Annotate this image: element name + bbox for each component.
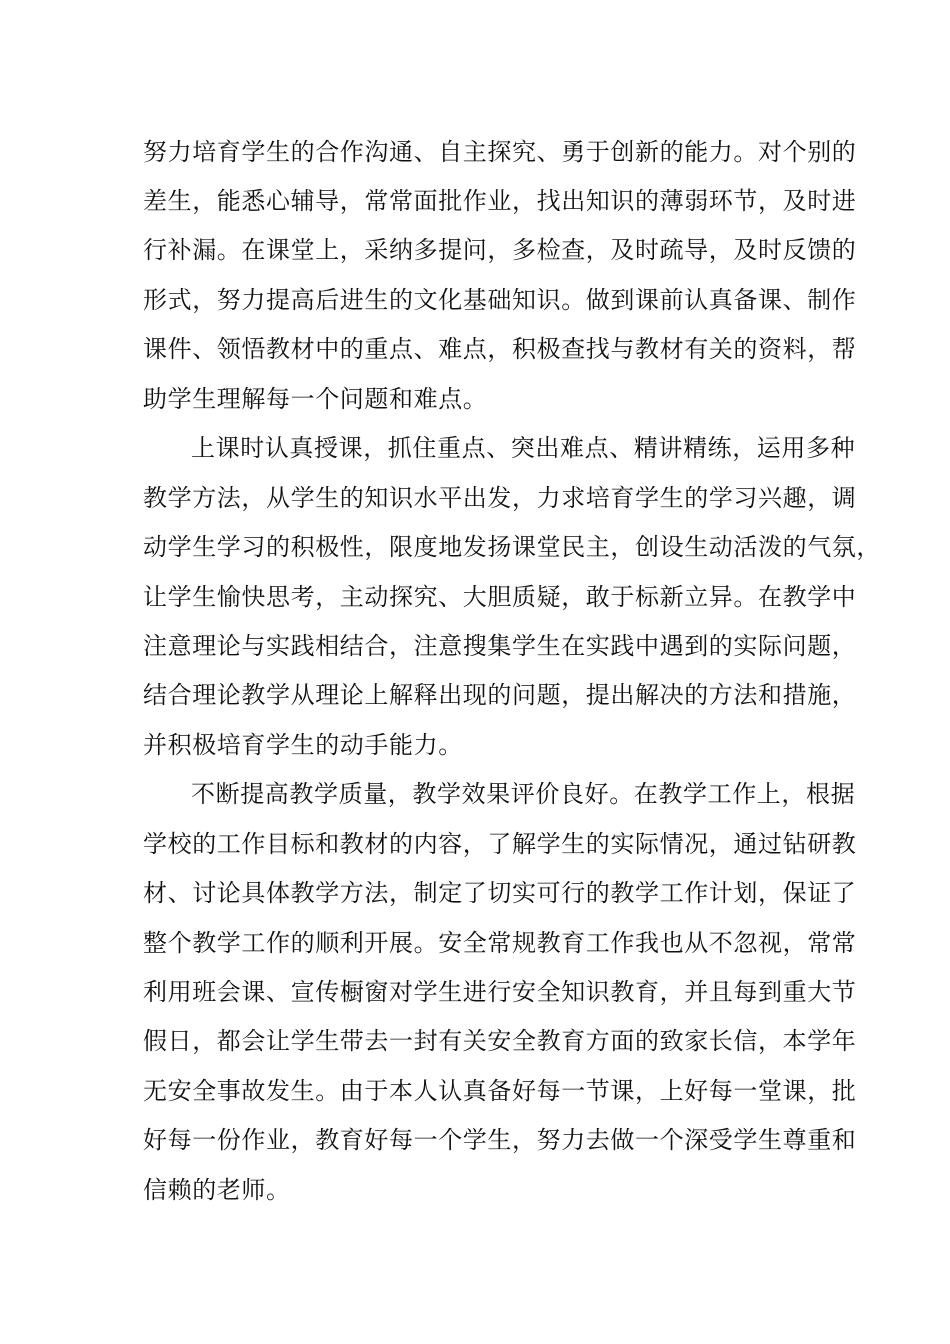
paragraph-3-line-6: 假日，都会让学生带去一封有关安全教育方面的致家长信，本学年 (143, 1027, 857, 1055)
paragraph-1-line-5: 课件、领悟教材中的重点、难点，积极查找与教材有关的资料，帮 (143, 335, 857, 363)
paragraph-2-line-3: 动学生学习的积极性，限度地发扬课堂民主，创设生动活泼的气氛， (143, 533, 881, 561)
paragraph-2-line-7: 并积极培育学生的动手能力。 (143, 731, 463, 759)
paragraph-2-line-1: 上课时认真授课，抓住重点、突出难点、精讲精练，运用多种 (191, 434, 856, 462)
paragraph-3-line-7: 无安全事故发生。由于本人认真备好每一节课，上好每一堂课，批 (143, 1077, 857, 1105)
paragraph-1-line-6: 助学生理解每一个问题和难点。 (143, 385, 488, 413)
paragraph-3-line-3: 材、讨论具体教学方法，制定了切实可行的教学工作计划，保证了 (143, 879, 857, 907)
paragraph-3-line-2: 学校的工作目标和教材的内容，了解学生的实际情况，通过钻研教 (143, 830, 857, 858)
paragraph-2-line-4: 让学生愉快思考，主动探究、大胆质疑，敢于标新立异。在教学中 (143, 583, 857, 611)
paragraph-2-line-2: 教学方法，从学生的知识水平出发，力求培育学生的学习兴趣，调 (143, 484, 857, 512)
paragraph-3-line-9: 信赖的老师。 (143, 1176, 291, 1204)
paragraph-3-line-4: 整个教学工作的顺利开展。安全常规教育工作我也从不忽视，常常 (143, 929, 857, 957)
paragraph-2-line-5: 注意理论与实践相结合，注意搜集学生在实践中遇到的实际问题， (143, 632, 857, 660)
paragraph-3-line-8: 好每一份作业，教育好每一个学生，努力去做一个深受学生尊重和 (143, 1126, 857, 1154)
paragraph-3-line-1: 不断提高教学质量，教学效果评价良好。在教学工作上，根据 (191, 780, 856, 808)
paragraph-3-line-5: 利用班会课、宣传橱窗对学生进行安全知识教育，并且每到重大节 (143, 978, 857, 1006)
paragraph-1-line-1: 努力培育学生的合作沟通、自主探究、勇于创新的能力。对个别的 (143, 138, 857, 166)
paragraph-1-line-3: 行补漏。在课堂上，采纳多提问，多检查，及时疏导，及时反馈的 (143, 236, 857, 264)
paragraph-1-line-2: 差生，能悉心辅导，常常面批作业，找出知识的薄弱环节，及时进 (143, 187, 857, 215)
paragraph-1-line-4: 形式，努力提高后进生的文化基础知识。做到课前认真备课、制作 (143, 286, 857, 314)
paragraph-2-line-6: 结合理论教学从理论上解释出现的问题，提出解决的方法和措施， (143, 681, 857, 709)
